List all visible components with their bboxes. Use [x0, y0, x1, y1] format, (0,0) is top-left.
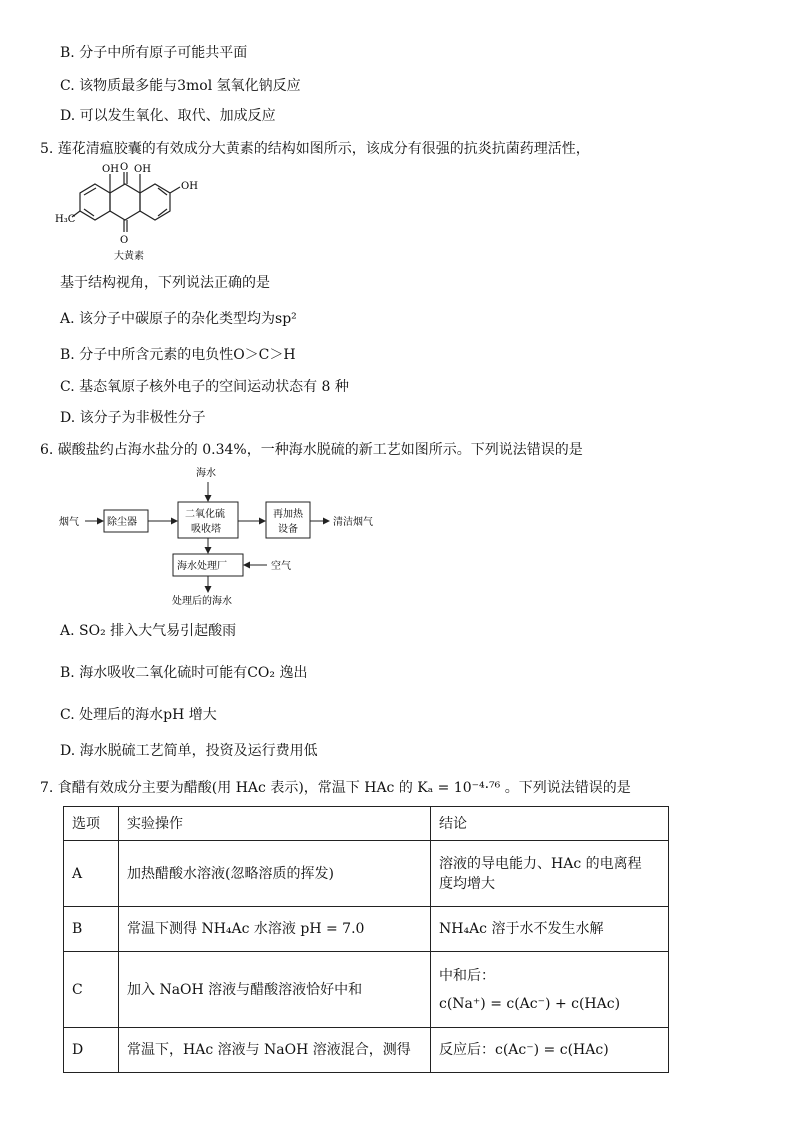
label-treatment-plant: 海水处理厂	[177, 561, 227, 572]
conclusion-line1: 中和后：	[439, 967, 495, 984]
label-tower-line2: 吸收塔	[191, 524, 221, 535]
carbonyl-o-bottom: O	[120, 235, 129, 246]
q6-option-b: B. 海水吸收二氧化硫时可能有CO₂ 逸出	[60, 665, 308, 681]
header-option: 选项	[64, 807, 119, 841]
row-operation: 加热醋酸水溶液(忽略溶质的挥发)	[119, 841, 431, 907]
oh-label-1: OH	[102, 164, 119, 175]
label-reheat-line2: 设备	[278, 524, 298, 535]
row-option: A	[64, 841, 119, 907]
table-row	[64, 907, 669, 952]
q6-option-a: A. SO₂ 排入大气易引起酸雨	[60, 623, 237, 639]
conclusion-line1: 溶液的导电能力、HAc 的电离程	[439, 855, 642, 872]
row-conclusion: NH₄Ac 溶于水不发生水解	[431, 907, 669, 952]
label-seawater: 海水	[196, 468, 216, 479]
header-conclusion: 结论	[431, 807, 669, 841]
label-tower-line1: 二氧化硫	[185, 509, 225, 520]
row-operation: 常温下，HAc 溶液与 NaOH 溶液混合，测得	[119, 1028, 431, 1073]
row-operation: 常温下测得 NH₄Ac 水溶液 pH = 7.0	[119, 907, 431, 952]
carbonyl-o-top: O	[120, 162, 129, 173]
label-treated-seawater: 处理后的海水	[172, 596, 232, 607]
row-option: B	[64, 907, 119, 952]
conclusion-line2: 度均增大	[439, 875, 495, 892]
oh-label-2: OH	[134, 164, 151, 175]
label-dust-collector: 除尘器	[107, 517, 137, 528]
row-option: D	[64, 1028, 119, 1073]
q5-option-b: B. 分子中所含元素的电负性O＞C＞H	[60, 347, 296, 363]
table-row	[64, 952, 669, 1028]
table-row	[64, 1028, 669, 1073]
row-option: C	[64, 952, 119, 1028]
q4-option-b: B. 分子中所有原子可能共平面	[60, 45, 248, 61]
table-row	[64, 841, 669, 907]
label-clean-flue-gas: 清洁烟气	[333, 517, 373, 528]
desulfurization-flowchart	[55, 462, 395, 612]
table-header-row	[64, 807, 669, 841]
q6-option-c: C. 处理后的海水pH 增大	[60, 707, 217, 723]
methyl-label: H₃C	[55, 214, 76, 225]
q4-option-d: D. 可以发生氧化、取代、加成反应	[60, 108, 276, 124]
row-conclusion: 反应后：c(Ac⁻) = c(HAc)	[431, 1028, 669, 1073]
q6-stem: 6. 碳酸盐约占海水盐分的 0.34%，一种海水脱硫的新工艺如图所示。下列说法错误的是	[40, 442, 583, 458]
q5-option-d: D. 该分子为非极性分子	[60, 410, 206, 426]
conclusion-line2: c(Na⁺) = c(Ac⁻) + c(HAc)	[439, 995, 621, 1012]
row-conclusion	[431, 952, 669, 1028]
q7-table	[63, 806, 669, 1073]
label-air: 空气	[271, 561, 291, 572]
label-flue-gas: 烟气	[59, 517, 79, 528]
oh-label-3: OH	[181, 181, 198, 192]
row-operation: 加入 NaOH 溶液与醋酸溶液恰好中和	[119, 952, 431, 1028]
q5-option-c: C. 基态氧原子核外电子的空间运动状态有 8 种	[60, 379, 349, 395]
q5-option-a: A. 该分子中碳原子的杂化类型均为sp²	[60, 311, 297, 327]
q7-stem: 7. 食醋有效成分主要为醋酸(用 HAc 表示)，常温下 HAc 的 Kₐ = 10⁻⁴·⁷⁶ 。下列说法错误的是	[40, 780, 631, 796]
label-reheat-line1: 再加热	[273, 509, 303, 520]
structure-caption: 大黄素	[114, 251, 144, 262]
q4-option-c: C. 该物质最多能与3mol 氢氧化钠反应	[60, 78, 301, 94]
q5-lead: 基于结构视角，下列说法正确的是	[60, 275, 270, 291]
emodin-structure	[50, 160, 220, 265]
q6-option-d: D. 海水脱硫工艺简单，投资及运行费用低	[60, 743, 318, 759]
q5-stem: 5. 莲花清瘟胶囊的有效成分大黄素的结构如图所示，该成分有很强的抗炎抗菌药理活性，	[40, 141, 590, 157]
header-operation: 实验操作	[119, 807, 431, 841]
row-conclusion	[431, 841, 669, 907]
